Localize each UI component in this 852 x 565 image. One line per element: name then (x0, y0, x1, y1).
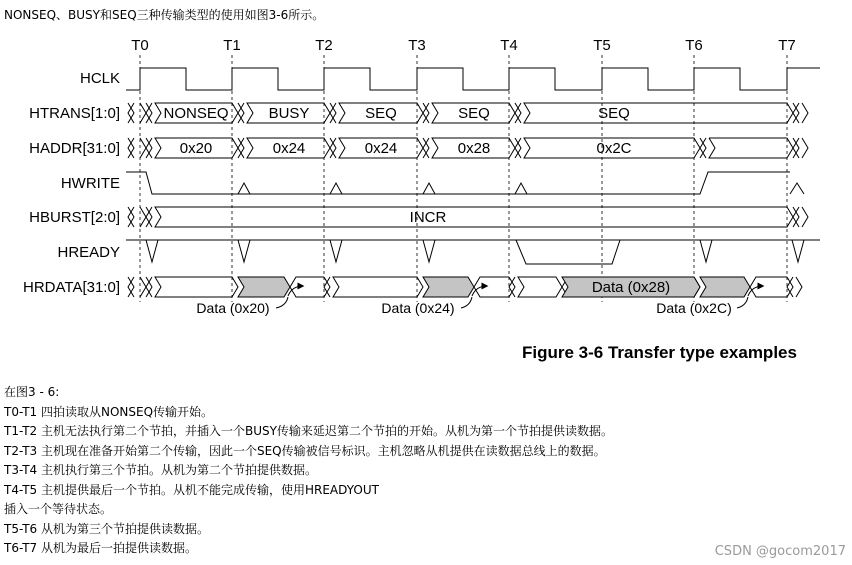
signal-label-hwrite: HWRITE (60, 175, 120, 192)
clock-label-t5: T5 (593, 37, 611, 54)
signal-label-haddr: HADDR[31:0] (29, 140, 120, 157)
clock-label-t1: T1 (223, 37, 241, 54)
htrans-value-3: SEQ (365, 105, 397, 122)
hburst-bus (128, 207, 808, 227)
haddr-value-4: 0x28 (457, 140, 491, 157)
haddr-value-3: 0x24 (364, 140, 398, 157)
hclk-waveform (126, 68, 820, 90)
data-callout-3: Data (0x2C) (656, 300, 732, 316)
note-line: T6-T7 从机为最后一拍提供读数据。 (4, 541, 197, 555)
hready-waveform (126, 240, 820, 264)
htrans-value-1: NONSEQ (163, 105, 229, 122)
signal-label-hrdata: HRDATA[31:0] (23, 279, 120, 296)
haddr-value-1: 0x20 (179, 140, 213, 157)
callout-line-1 (276, 297, 288, 308)
clock-label-t2: T2 (315, 37, 333, 54)
clock-label-t4: T4 (500, 37, 518, 54)
data-callout-1: Data (0x20) (196, 300, 270, 316)
note-line: 在图3 - 6: (4, 385, 60, 399)
data-callout-2: Data (0x24) (381, 300, 455, 316)
signal-label-htrans: HTRANS[1:0] (29, 105, 120, 122)
signal-label-hready: HREADY (57, 244, 120, 261)
hburst-value: INCR (409, 209, 447, 226)
clock-label-t6: T6 (685, 37, 703, 54)
htrans-value-4: SEQ (458, 105, 490, 122)
callout-line-3 (737, 297, 748, 308)
hwrite-waveform (126, 172, 804, 194)
figure-caption: Figure 3-6 Transfer type examples (522, 343, 797, 362)
clock-label-t0: T0 (131, 37, 149, 54)
signal-label-hburst: HBURST[2:0] (29, 209, 120, 226)
haddr-value-2: 0x24 (272, 140, 306, 157)
note-line: 插入一个等待状态。 (4, 502, 113, 516)
note-line: T4-T5 主机提供最后一个节拍。从机不能完成传输，使用HREADYOUT (4, 482, 379, 497)
htrans-value-5: SEQ (598, 105, 630, 122)
signal-label-hclk: HCLK (79, 70, 120, 87)
note-line: T3-T4 主机执行第三个节拍。从机为第二个节拍提供数据。 (4, 463, 317, 477)
notes-block (4, 383, 613, 559)
note-line: T5-T6 从机为第三个节拍提供读数据。 (4, 521, 209, 536)
clock-label-t7: T7 (778, 37, 796, 54)
note-line: T0-T1 四拍读取从NONSEQ传输开始。 (4, 404, 214, 419)
haddr-value-5: 0x2C (596, 140, 632, 157)
hrdata-value: Data (0x28) (591, 279, 671, 296)
note-line: T1-T2 主机无法执行第二个节拍，并插入一个BUSY传输来延迟第二个节拍的开始。从机为第一个节拍提供读数据。 (4, 424, 613, 438)
watermark: CSDN @gocom2017 (714, 544, 846, 559)
note-line: T2-T3 主机现在准备开始第二个传输，因此一个SEQ传输被信号标识。主机忽略从机提供在读数据总线上的数据。 (4, 443, 606, 458)
intro-text: NONSEQ、BUSY和SEQ三种传输类型的使用如图3-6所示。 (4, 8, 325, 22)
htrans-value-2: BUSY (268, 105, 310, 122)
clock-edge-lines (140, 55, 787, 302)
callout-line-2 (461, 297, 472, 308)
clock-label-t3: T3 (408, 37, 426, 54)
